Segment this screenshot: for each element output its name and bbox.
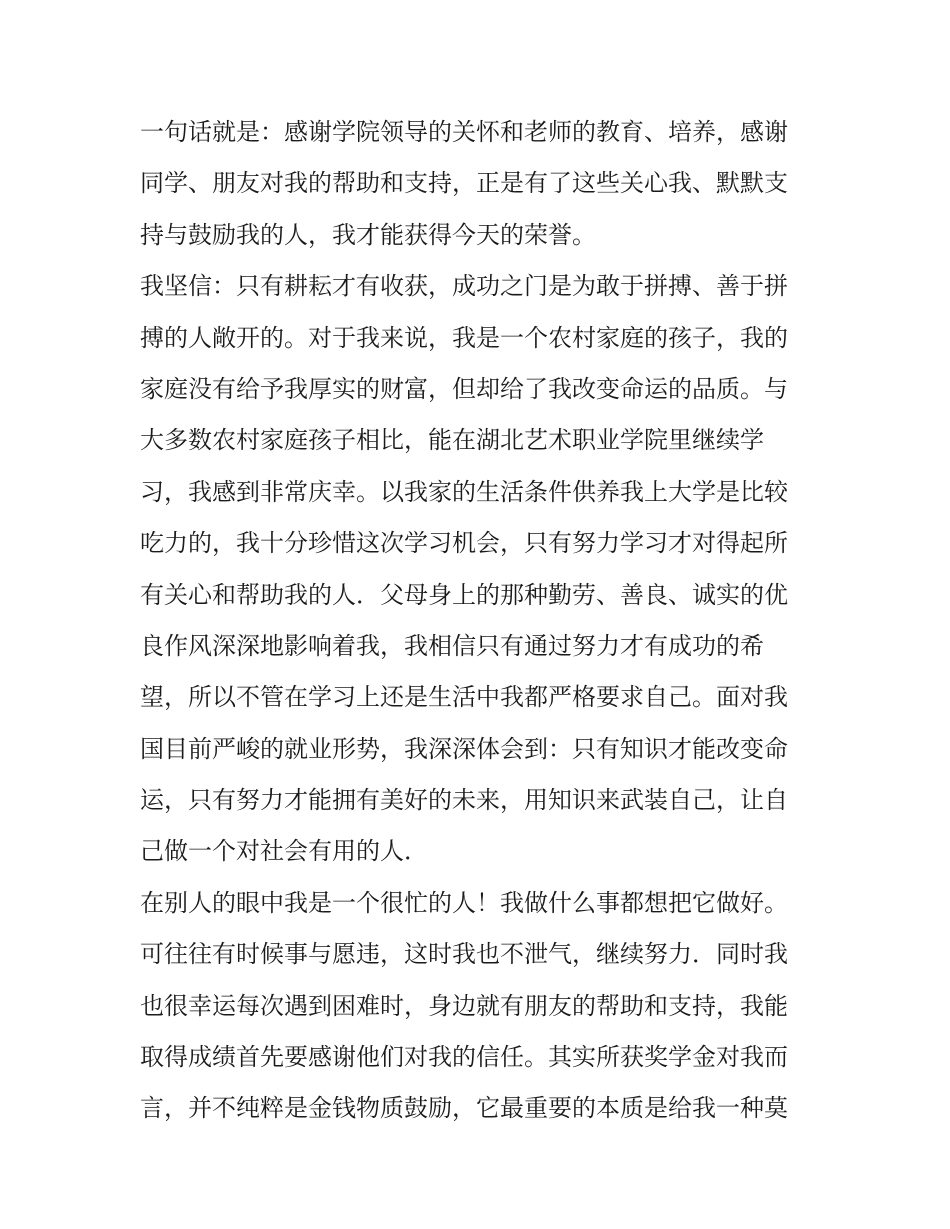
text-line: 持与鼓励我的人，我才能获得今天的荣誉。: [140, 220, 596, 249]
text-line: 运，只有努力才能拥有美好的未来，用知识来武装自己，让自: [140, 786, 788, 815]
text-line: 言，并不纯粹是金钱物质鼓励，它最重要的本质是给我一种莫: [140, 1094, 788, 1123]
text-line: 有关心和帮助我的人．父母身上的那种勤劳、善良、诚实的优: [140, 580, 788, 609]
text-line: 望，所以不管在学习上还是生活中我都严格要求自己。面对我: [140, 683, 788, 712]
text-line: 也很幸运每次遇到困难时，身边就有朋友的帮助和支持，我能: [140, 991, 788, 1020]
text-line: 搏的人敞开的。对于我来说，我是一个农村家庭的孩子，我的: [140, 323, 788, 352]
text-line: 家庭没有给予我厚实的财富，但却给了我改变命运的品质。与: [140, 374, 788, 403]
text-line: 一句话就是：感谢学院领导的关怀和老师的教育、培养，感谢: [140, 118, 788, 146]
text-line: 可往往有时候事与愿违，这时我也不泄气，继续努力．同时我: [140, 940, 788, 969]
text-line: 大多数农村家庭孩子相比，能在湖北艺术职业学院里继续学: [140, 426, 764, 455]
text-line: 吃力的，我十分珍惜这次学习机会，只有努力学习才对得起所: [140, 529, 788, 558]
text-line: 习，我感到非常庆幸。以我家的生活条件供养我上大学是比较: [140, 477, 788, 506]
text-line: 同学、朋友对我的帮助和支持，正是有了这些关心我、默默支: [140, 169, 788, 198]
text-line: 我坚信：只有耕耘才有收获，成功之门是为敢于拼搏、善于拼: [140, 272, 788, 301]
body-text: [140, 107, 820, 1135]
text-line: 国目前严峻的就业形势，我深深体会到：只有知识才能改变命: [140, 734, 788, 763]
text-line: 取得成绩首先要感谢他们对我的信任。其实所获奖学金对我而: [140, 1043, 788, 1072]
text-line: 己做一个对社会有用的人．: [140, 837, 428, 866]
text-line: 良作风深深地影响着我，我相信只有通过努力才有成功的希: [140, 631, 764, 660]
text-line: 在别人的眼中我是一个很忙的人！我做什么事都想把它做好。: [140, 888, 788, 917]
